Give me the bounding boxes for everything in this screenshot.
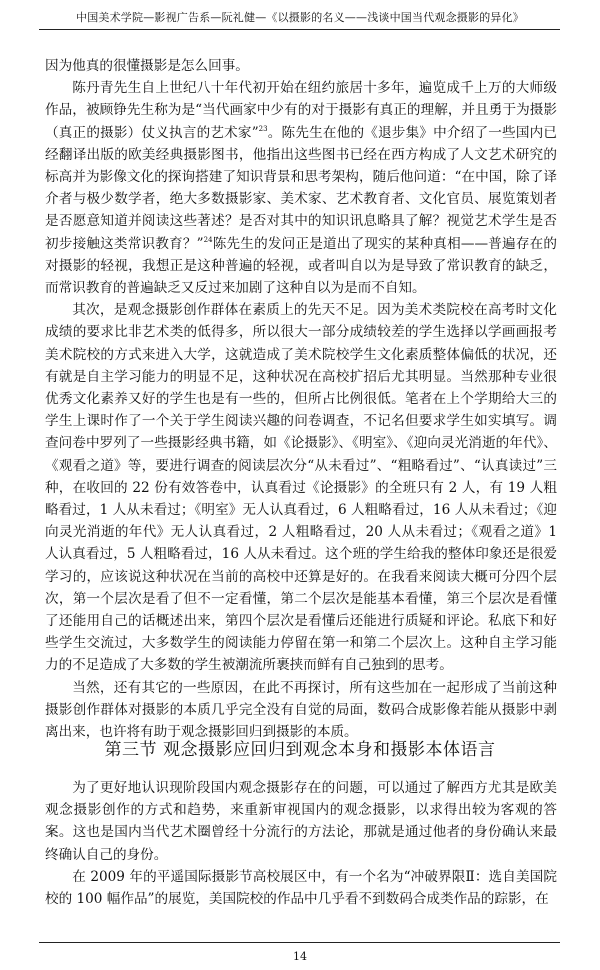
paragraph-other-reasons: 当然，还有其它的一些原因，在此不再探讨，所有这些加在一起形成了当前这种摄影创作群体对摄影的本质几乎完全没有自觉的局面，数码合成影像若能从摄影中剥离出来，也许将有助于观念摄影回归到摄影的本质。 bbox=[45, 679, 557, 741]
footnote-ref-23: 23 bbox=[258, 124, 268, 133]
body-text-section-1 bbox=[45, 55, 557, 743]
running-header: 中国美术学院—影视广告系—阮礼健—《以摄影的名义——浅谈中国当代观念摄影的异化》 bbox=[76, 11, 524, 24]
header-rule bbox=[39, 29, 560, 30]
section-heading: 第三节 观念摄影应回归到观念本身和摄影本体语言 bbox=[104, 740, 496, 760]
paragraph-text: 陈丹青先生自上世纪八十年代初开始在纽约旅居十多年，遍览成千上万的大师级作品，被顾铮先生称为是“当代画家中少有的对于摄影有真正的理解，并且勇于为摄影（真正的摄影）仗义执言的艺术家” bbox=[45, 80, 557, 141]
paragraph-continuation: 因为他真的很懂摄影是怎么回事。 bbox=[45, 58, 249, 74]
paragraph-text: 陈先生的发问正是道出了现实的某种真相——普遍存在的对摄影的轻视，我想正是这种普遍的轻视，或者叫自以为是导致了常识教育的缺乏，而常识教育的普遍缺乏又反过来加剧了这种自以为是而不自知。 bbox=[45, 235, 558, 297]
paragraph-western-comparison: 为了更好地认识现阶段国内观念摄影存在的问题，可以通过了解西方尤其是欧美观念摄影创作的方式和趋势，来重新审视国内的观念摄影，以求得出较为客观的答案。这也是国内当代艺术圈曾经十分流行的方法论，那就是通过他者的身份确认来最终确认自己的身份。 bbox=[45, 780, 557, 863]
page-number: 14 bbox=[293, 950, 307, 963]
paragraph-pingyao-festival: 在 2009 年的平遥国际摄影节高校展区中，有一个名为“冲破界限Ⅱ：选自美国院校的 100 幅作品”的展览，美国院校的作品中几乎看不到数码合成类作品的踪影，在 bbox=[45, 868, 557, 908]
footnote-ref-24: 24 bbox=[203, 235, 213, 244]
footer-rule bbox=[39, 942, 560, 943]
paragraph-text: 。陈先生在他的《退步集》中介绍了一些国内已经翻译出版的欧美经典摄影图书，他指出这些图书已经在西方构成了人文艺术研究的标高并为影像文化的探询搭建了知识背景和思考架构，随后他问道：“在中国，除了译介者与极少数学者，绝大多数摄影家、美术家、艺术教育者、文化官员、展览策划者是否愿意知道并阅读这些著述？是否对其中的知识讯息略具了解？视觉艺术学生是否初步接触这类常识教育？” bbox=[45, 124, 557, 252]
body-text-section-2 bbox=[45, 777, 557, 910]
paragraph-creator-quality: 其次，是观念摄影创作群体在素质上的先天不足。因为美术类院校在高考时文化成绩的要求比非艺术类的低得多，所以很大一部分成绩较差的学生选择以学画画报考美术院校的方式来进入大学，这就造成了美术院校学生文化素质整体偏低的状况，还有就是自主学习能力的明显不足，这种状况在高校扩招后尤其明显。当然那种专业很优秀文化素养又好的学生也是有一些的，但所占比例很低。笔者在上个学期给大三的学生上课时作了一个关于学生阅读兴趣的问卷调查，不记名但要求学生如实填写。调查问卷中罗列了一些摄影经典书籍，如《论摄影》、《明室》、《迎向灵光消逝的年代》、《观看之道》等，要进行调查的阅读层次分“从未看过”、“粗略看过”、“认真读过”三种，在收回的 22 份有效答卷中，认真看过《论摄影》的全班只有 2 人，有 19 人粗略看过，1 人从未看过；《明室》无人认真看过，6 人粗略看过，16 人从未看过；《迎向灵光消逝的年代》无人认真看过，2 人粗略看过，20 人从未看过；《观看之道》1 人认真看过，5 人粗略看过，16 人从未看过。这个班的学生给我的整体印象还是很爱学习的，应该说这种状况在当前的高校中还算是好的。在我看来阅读大概可分四个层次，第一个层次是看了但不一定看懂，第二个层次是能基本看懂，第三个层次是看懂了还能用自己的话概述出来，第四个层次是看懂后还能进行质疑和评论。私底下和好些学生交流过，大多数学生的阅读能力停留在第一和第二个层次上。这种自主学习能力的不足造成了大多数的学生被潮流所裹挟而鲜有自己独到的思考。 bbox=[45, 302, 557, 674]
paragraph-chen-danqing bbox=[45, 77, 557, 299]
